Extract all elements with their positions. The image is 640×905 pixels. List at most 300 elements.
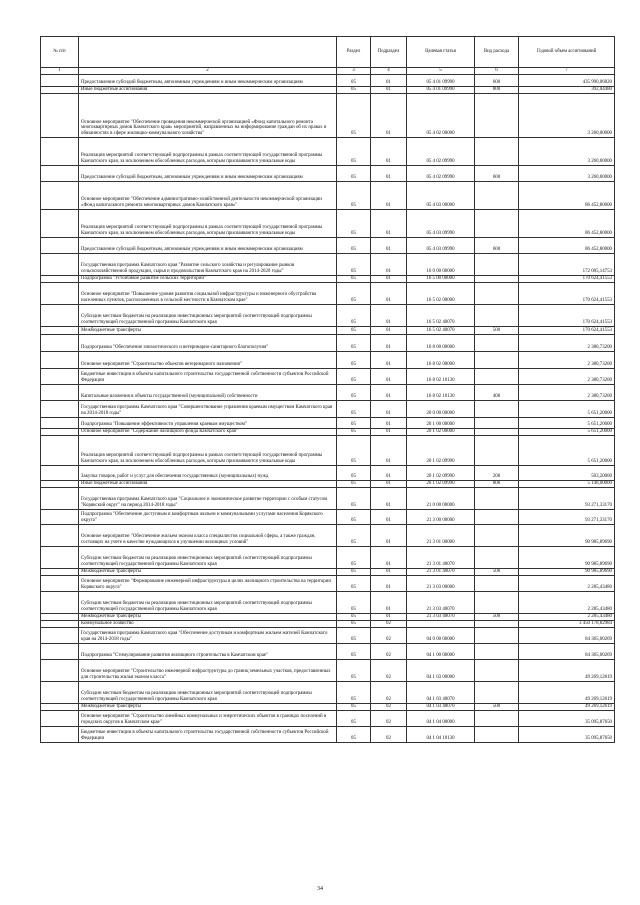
row-podrazdel-cell: 02 <box>371 704 407 711</box>
row-podrazdel-cell: 01 <box>371 75 407 87</box>
header-razdel: Раздел <box>337 37 371 68</box>
row-name-cell: Подпрограмма "Устойчивое развитие сельских территорий" <box>79 276 337 283</box>
row-tselevaya-cell: 05 4 02 09990 <box>407 138 475 166</box>
row-tselevaya-cell: 21 3 01 40070 <box>407 569 475 576</box>
row-tselevaya-cell: 21 0 00 00000 <box>407 488 475 510</box>
row-vid-cell <box>475 436 519 466</box>
table-row <box>41 210 615 238</box>
row-podrazdel-cell: 02 <box>371 621 407 628</box>
row-name-cell: Основное мероприятие "Строительство инженерной инфраструктуры до границ земельных участков, предоставленных для строительства жилья эконом класса" <box>79 660 337 682</box>
row-vid-cell <box>475 510 519 525</box>
row-tselevaya-cell: 04 1 03 00000 <box>407 660 475 682</box>
row-summa-cell: 86 452,80000 <box>519 182 615 210</box>
row-name-cell: Иные бюджетные ассигнования <box>79 481 337 488</box>
col-number: 2 <box>79 68 337 75</box>
row-name-cell: Подпрограмма "Стимулирование развития жилищного строительства в Камчатском крае" <box>79 644 337 660</box>
row-tselevaya-cell: 16 8 02 10130 <box>407 369 475 385</box>
row-summa-cell: 5 651,20000 <box>519 436 615 466</box>
row-podrazdel-cell: 01 <box>371 182 407 210</box>
row-name-cell: Основное мероприятие "Формирование инженерной инфраструктуры в целях жилищного строительства на территории Корякского округа" <box>79 576 337 592</box>
row-tselevaya-cell: 16 8 00 00000 <box>407 335 475 352</box>
row-tselevaya-cell: 16 8 02 10130 <box>407 385 475 401</box>
row-podrazdel-cell: 01 <box>371 488 407 510</box>
row-summa-cell: 2 380,73200 <box>519 369 615 385</box>
row-vid-cell: 500 <box>475 569 519 576</box>
row-razdel-cell: 05 <box>337 94 371 138</box>
row-num-cell <box>41 488 79 510</box>
table-row <box>41 87 615 94</box>
row-razdel-cell: 05 <box>337 352 371 369</box>
row-num-cell <box>41 614 79 621</box>
row-razdel-cell: 05 <box>337 682 371 704</box>
table-row <box>41 429 615 436</box>
row-tselevaya-cell: 20 1 00 00000 <box>407 418 475 429</box>
row-summa-cell: 2 380,73200 <box>519 335 615 352</box>
row-tselevaya-cell: 05 4 03 09990 <box>407 210 475 238</box>
row-tselevaya-cell: 16 5 02 40070 <box>407 305 475 327</box>
row-podrazdel-cell: 01 <box>371 547 407 569</box>
row-razdel-cell: 05 <box>337 327 371 335</box>
row-podrazdel-cell: 01 <box>371 466 407 481</box>
row-podrazdel-cell: 01 <box>371 166 407 182</box>
row-razdel-cell: 05 <box>337 254 371 276</box>
row-tselevaya-cell: 16 8 02 00000 <box>407 352 475 369</box>
row-razdel-cell: 05 <box>337 466 371 481</box>
row-tselevaya-cell: 20 1 02 09990 <box>407 436 475 466</box>
row-name-cell: Межбюджетные трансферты <box>79 569 337 576</box>
table-row <box>41 628 615 644</box>
row-tselevaya-cell: 21 3 03 40070 <box>407 592 475 614</box>
table-row <box>41 327 615 335</box>
budget-table <box>40 36 615 743</box>
row-name-cell: Основное мероприятие "Обеспечение проведения некоммерческой организацией «Фонд капитального ремонта многоквартирных домов Камчатского края» мероприятий, направленных на информирование граждан об их правах и обязанностях в сфере жилищно-коммунального хозяйства" <box>79 94 337 138</box>
row-summa-cell: 90 985,89690 <box>519 525 615 547</box>
row-name-cell: Основное мероприятие "Обеспечение жильем эконом класса специалистов социальной сферы, а также граждан, состоящих на учете в качестве нуждающихся в улучшении жилищных условий" <box>79 525 337 547</box>
row-podrazdel-cell: 01 <box>371 418 407 429</box>
table-row <box>41 592 615 614</box>
row-vid-cell: 500 <box>475 327 519 335</box>
row-num-cell <box>41 305 79 327</box>
row-vid-cell: 800 <box>475 481 519 488</box>
row-summa-cell: 2 380,73200 <box>519 385 615 401</box>
row-name-cell: Основное мероприятие "Строительство объектов ветеринарного назначения" <box>79 352 337 369</box>
row-name-cell: Подпрограмма "Повышение эффективности управления краевым имуществом" <box>79 418 337 429</box>
row-vid-cell <box>475 305 519 327</box>
row-summa-cell: 435 990,06820 <box>519 75 615 87</box>
row-vid-cell <box>475 576 519 592</box>
row-tselevaya-cell: 05 4 03 00000 <box>407 182 475 210</box>
table-row <box>41 254 615 276</box>
row-summa-cell: 503,20000 <box>519 466 615 481</box>
row-name-cell: Государственная программа Камчатского края "Социальное и экономическое развитие территории с особым статусом "Корякский округ" на период 2014-2018 годы" <box>79 488 337 510</box>
col-number: 1 <box>41 68 79 75</box>
row-summa-cell: 172 005,14753 <box>519 254 615 276</box>
row-num-cell <box>41 547 79 569</box>
row-name-cell: Предоставление субсидий бюджетным, автономным учреждениям и иным некоммерческим организациям <box>79 238 337 254</box>
row-podrazdel-cell: 01 <box>371 369 407 385</box>
table-header-row <box>41 37 615 68</box>
row-name-cell: Предоставление субсидий бюджетным, автономным учреждениям и иным некоммерческим организациям <box>79 75 337 87</box>
row-podrazdel-cell: 02 <box>371 711 407 727</box>
row-name-cell: Субсидии местным бюджетам на реализацию инвестиционных мероприятий соответствующей подпрограммы соответствующей государственной программы Камчатского края <box>79 547 337 569</box>
row-podrazdel-cell: 01 <box>371 481 407 488</box>
row-num-cell <box>41 525 79 547</box>
row-name-cell: Субсидии местным бюджетам на реализацию инвестиционных мероприятий соответствующей подпрограммы соответствующей государственной программы Камчатского края <box>79 305 337 327</box>
table-row <box>41 352 615 369</box>
row-razdel-cell: 05 <box>337 547 371 569</box>
row-num-cell <box>41 138 79 166</box>
row-summa-cell: 392,04480 <box>519 87 615 94</box>
row-tselevaya-cell: 04 1 04 10130 <box>407 727 475 743</box>
row-podrazdel-cell: 02 <box>371 727 407 743</box>
row-razdel-cell: 05 <box>337 569 371 576</box>
col-number: 7 <box>519 68 615 75</box>
row-razdel-cell: 05 <box>337 576 371 592</box>
row-podrazdel-cell: 01 <box>371 276 407 283</box>
table-row <box>41 238 615 254</box>
row-summa-cell: 3 450 178,82984 <box>519 621 615 628</box>
row-tselevaya-cell: 04 1 00 00000 <box>407 644 475 660</box>
row-tselevaya-cell: 05 4 02 09990 <box>407 166 475 182</box>
table-body <box>41 75 615 743</box>
table-row <box>41 436 615 466</box>
row-razdel-cell: 05 <box>337 704 371 711</box>
row-podrazdel-cell: 01 <box>371 210 407 238</box>
table-row <box>41 547 615 569</box>
row-podrazdel-cell: 01 <box>371 305 407 327</box>
row-summa-cell: 5 651,20000 <box>519 401 615 418</box>
row-podrazdel-cell: 01 <box>371 436 407 466</box>
row-num-cell <box>41 436 79 466</box>
row-name-cell: Реализация мероприятий соответствующей подпрограммы в рамках соответствующей государственной программы Камчатского края, за исключением обособленных расходов, которым присваиваются уникальные коды <box>79 138 337 166</box>
row-vid-cell <box>475 592 519 614</box>
row-summa-cell: 5 651,20000 <box>519 418 615 429</box>
row-num-cell <box>41 166 79 182</box>
row-vid-cell <box>475 210 519 238</box>
row-razdel-cell: 05 <box>337 727 371 743</box>
row-num-cell <box>41 238 79 254</box>
row-summa-cell: 3 260,00000 <box>519 166 615 182</box>
row-summa-cell: 170 624,41553 <box>519 327 615 335</box>
table-row <box>41 704 615 711</box>
col-number: 3 <box>337 68 371 75</box>
row-summa-cell: 90 985,89690 <box>519 547 615 569</box>
row-summa-cell: 93 271,33170 <box>519 488 615 510</box>
table-row <box>41 75 615 87</box>
row-podrazdel-cell: 01 <box>371 254 407 276</box>
row-summa-cell: 2 285,43480 <box>519 592 615 614</box>
row-name-cell: Иные бюджетные ассигнования <box>79 87 337 94</box>
row-vid-cell <box>475 352 519 369</box>
row-name-cell: Основное мероприятие "Содержание жилищного фонда Камчатского края" <box>79 429 337 436</box>
row-razdel-cell: 05 <box>337 87 371 94</box>
table-row <box>41 660 615 682</box>
header-num: № п/п <box>41 37 79 68</box>
row-tselevaya-cell <box>407 621 475 628</box>
row-podrazdel-cell: 01 <box>371 614 407 621</box>
row-podrazdel-cell: 01 <box>371 335 407 352</box>
row-vid-cell <box>475 628 519 644</box>
row-razdel-cell: 05 <box>337 628 371 644</box>
row-podrazdel-cell: 02 <box>371 682 407 704</box>
row-tselevaya-cell: 21 3 03 00000 <box>407 576 475 592</box>
row-name-cell: Основное мероприятие "Обеспечение административно-хозяйственной деятельности некоммерческой организации «Фонд капитального ремонта многоквартирных домов Камчатского края»" <box>79 182 337 210</box>
row-razdel-cell: 05 <box>337 166 371 182</box>
table-row <box>41 488 615 510</box>
col-number: 6 <box>475 68 519 75</box>
table-row <box>41 182 615 210</box>
row-vid-cell <box>475 283 519 305</box>
row-name-cell: Бюджетные инвестиции в объекты капитального строительства государственной собственности субъектов Российской Федерации <box>79 369 337 385</box>
row-razdel-cell: 05 <box>337 238 371 254</box>
row-razdel-cell: 05 <box>337 525 371 547</box>
header-podrazdel: Подраздел <box>371 37 407 68</box>
row-razdel-cell: 05 <box>337 644 371 660</box>
table-row <box>41 682 615 704</box>
row-num-cell <box>41 628 79 644</box>
row-num-cell <box>41 369 79 385</box>
row-name-cell: Субсидии местным бюджетам на реализацию инвестиционных мероприятий соответствующей подпрограммы соответствующей государственной программы Камчатского края <box>79 682 337 704</box>
row-num-cell <box>41 592 79 614</box>
table-row <box>41 138 615 166</box>
row-podrazdel-cell: 01 <box>371 569 407 576</box>
row-tselevaya-cell: 04 0 00 00000 <box>407 628 475 644</box>
row-num-cell <box>41 682 79 704</box>
row-name-cell: Межбюджетные трансферты <box>79 704 337 711</box>
row-summa-cell: 35 095,87650 <box>519 711 615 727</box>
row-vid-cell <box>475 182 519 210</box>
row-summa-cell: 90 985,89690 <box>519 569 615 576</box>
row-tselevaya-cell: 04 1 03 40070 <box>407 682 475 704</box>
row-num-cell <box>41 182 79 210</box>
row-podrazdel-cell: 01 <box>371 327 407 335</box>
row-vid-cell <box>475 401 519 418</box>
row-name-cell: Коммунальное хозяйство <box>79 621 337 628</box>
row-razdel-cell: 05 <box>337 276 371 283</box>
row-num-cell <box>41 87 79 94</box>
row-num-cell <box>41 711 79 727</box>
row-summa-cell: 49 269,12619 <box>519 660 615 682</box>
table-row <box>41 576 615 592</box>
row-tselevaya-cell: 05 4 02 00000 <box>407 94 475 138</box>
header-tselevaya-statya: Целевая статья <box>407 37 475 68</box>
row-summa-cell: 5 651,20000 <box>519 429 615 436</box>
table-row <box>41 94 615 138</box>
row-name-cell: Основное мероприятие "Строительство линейных коммунальных и энергетических объектов в границах поселений и городских округов в Камчатском крае" <box>79 711 337 727</box>
row-vid-cell: 600 <box>475 238 519 254</box>
row-num-cell <box>41 418 79 429</box>
row-num-cell <box>41 210 79 238</box>
row-podrazdel-cell: 01 <box>371 238 407 254</box>
row-vid-cell <box>475 644 519 660</box>
row-podrazdel-cell: 01 <box>371 87 407 94</box>
row-tselevaya-cell: 16 0 00 00000 <box>407 254 475 276</box>
row-num-cell <box>41 481 79 488</box>
row-summa-cell: 2 285,43480 <box>519 614 615 621</box>
row-num-cell <box>41 576 79 592</box>
row-tselevaya-cell: 05 4 01 09990 <box>407 87 475 94</box>
row-vid-cell <box>475 138 519 166</box>
row-tselevaya-cell: 05 4 03 09990 <box>407 238 475 254</box>
row-vid-cell <box>475 682 519 704</box>
row-tselevaya-cell: 20 1 02 00000 <box>407 429 475 436</box>
row-tselevaya-cell: 16 5 00 00000 <box>407 276 475 283</box>
page-number: 34 <box>317 886 323 892</box>
row-summa-cell: 3 260,00000 <box>519 138 615 166</box>
row-vid-cell <box>475 276 519 283</box>
row-vid-cell <box>475 335 519 352</box>
column-number-row <box>41 68 615 75</box>
row-name-cell: Бюджетные инвестиции в объекты капитального строительства государственной собственности субъектов Российской Федерации <box>79 727 337 743</box>
row-summa-cell: 84 365,00269 <box>519 644 615 660</box>
row-vid-cell <box>475 94 519 138</box>
row-tselevaya-cell: 20 1 02 09990 <box>407 481 475 488</box>
row-razdel-cell: 05 <box>337 436 371 466</box>
row-num-cell <box>41 385 79 401</box>
budget-table-sheet <box>40 36 614 743</box>
row-summa-cell: 49 269,12619 <box>519 682 615 704</box>
row-razdel-cell: 05 <box>337 283 371 305</box>
row-summa-cell: 86 452,80000 <box>519 210 615 238</box>
row-podrazdel-cell: 01 <box>371 385 407 401</box>
row-vid-cell <box>475 727 519 743</box>
row-num-cell <box>41 510 79 525</box>
row-summa-cell: 170 624,41553 <box>519 276 615 283</box>
table-row <box>41 569 615 576</box>
row-razdel-cell: 05 <box>337 488 371 510</box>
row-vid-cell: 400 <box>475 385 519 401</box>
row-num-cell <box>41 283 79 305</box>
row-num-cell <box>41 254 79 276</box>
row-vid-cell: 500 <box>475 614 519 621</box>
row-num-cell <box>41 75 79 87</box>
row-summa-cell: 35 095,87650 <box>519 727 615 743</box>
row-razdel-cell: 05 <box>337 429 371 436</box>
row-summa-cell: 3 260,00000 <box>519 94 615 138</box>
table-row <box>41 510 615 525</box>
row-name-cell: Основное мероприятие "Повышение уровня развития социальной инфраструктуры и инженерного обустройства населенных пунктов, расположенных в сельской местности в Камчатском крае" <box>79 283 337 305</box>
row-name-cell: Государственная программа Камчатского края "Обеспечение доступным и комфортным жильем жителей Камчатского края на 2014-2018 годы" <box>79 628 337 644</box>
row-name-cell: Государственная программа Камчатского края "Развитие сельского хозяйства и регулирование рынков сельскохозяйственной продукции, сырья и продовольствия Камчатского края на 2014-2020 годы" <box>79 254 337 276</box>
row-name-cell: Подпрограмма "Обеспечение доступным и комфортным жильем и коммунальными услугами населения Корякского округа" <box>79 510 337 525</box>
row-summa-cell: 49 269,12619 <box>519 704 615 711</box>
row-num-cell <box>41 466 79 481</box>
row-razdel-cell: 05 <box>337 305 371 327</box>
row-name-cell: Межбюджетные трансферты <box>79 327 337 335</box>
row-podrazdel-cell: 01 <box>371 576 407 592</box>
row-num-cell <box>41 327 79 335</box>
table-row <box>41 385 615 401</box>
row-razdel-cell: 05 <box>337 711 371 727</box>
row-name-cell: Субсидии местным бюджетам на реализацию инвестиционных мероприятий соответствующей подпрограммы соответствующей государственной программы Камчатского края <box>79 592 337 614</box>
row-tselevaya-cell: 21 3 01 00000 <box>407 525 475 547</box>
table-row <box>41 525 615 547</box>
table-row <box>41 644 615 660</box>
row-summa-cell: 2 380,73200 <box>519 352 615 369</box>
table-row <box>41 335 615 352</box>
row-summa-cell: 93 271,33170 <box>519 510 615 525</box>
row-podrazdel-cell: 01 <box>371 138 407 166</box>
row-razdel-cell: 05 <box>337 75 371 87</box>
row-podrazdel-cell: 01 <box>371 283 407 305</box>
row-num-cell <box>41 644 79 660</box>
row-vid-cell <box>475 488 519 510</box>
row-razdel-cell: 05 <box>337 481 371 488</box>
row-podrazdel-cell: 01 <box>371 510 407 525</box>
row-vid-cell <box>475 621 519 628</box>
row-podrazdel-cell: 02 <box>371 644 407 660</box>
table-row <box>41 401 615 418</box>
row-vid-cell: 600 <box>475 75 519 87</box>
row-tselevaya-cell: 21 3 00 00000 <box>407 510 475 525</box>
row-name-cell: Предоставление субсидий бюджетным, автономным учреждениям и иным некоммерческим организациям <box>79 166 337 182</box>
row-name-cell: Межбюджетные трансферты <box>79 614 337 621</box>
row-razdel-cell: 05 <box>337 182 371 210</box>
row-podrazdel-cell: 01 <box>371 592 407 614</box>
row-vid-cell <box>475 254 519 276</box>
col-number: 5 <box>407 68 475 75</box>
row-num-cell <box>41 94 79 138</box>
table-row <box>41 305 615 327</box>
row-tselevaya-cell: 05 4 01 09990 <box>407 75 475 87</box>
row-podrazdel-cell: 01 <box>371 352 407 369</box>
row-razdel-cell: 05 <box>337 335 371 352</box>
row-num-cell <box>41 621 79 628</box>
row-tselevaya-cell: 04 1 04 00000 <box>407 711 475 727</box>
row-razdel-cell: 05 <box>337 210 371 238</box>
header-vid-raskhoda: Вид расхода <box>475 37 519 68</box>
row-vid-cell: 800 <box>475 87 519 94</box>
row-podrazdel-cell: 02 <box>371 628 407 644</box>
table-row <box>41 621 615 628</box>
row-summa-cell: 5 148,00000 <box>519 481 615 488</box>
row-name-cell: Реализация мероприятий соответствующей подпрограммы в рамках соответствующей государственной программы Камчатского края, за исключением обособленных расходов, которым присваиваются уникальные коды <box>79 210 337 238</box>
row-name-cell: Государственная программа Камчатского края "Совершенствование управления краевым имуществом Камчатского края на 2014-2018 годы" <box>79 401 337 418</box>
row-num-cell <box>41 276 79 283</box>
row-vid-cell <box>475 660 519 682</box>
row-razdel-cell: 05 <box>337 592 371 614</box>
row-name-cell: Реализация мероприятий соответствующей подпрограммы в рамках соответствующей государственной программы Камчатского края, за исключением обособленных расходов, которым присваиваются уникальные коды <box>79 436 337 466</box>
row-summa-cell: 86 452,80000 <box>519 238 615 254</box>
row-razdel-cell: 05 <box>337 614 371 621</box>
row-num-cell <box>41 335 79 352</box>
row-tselevaya-cell: 21 3 01 40070 <box>407 547 475 569</box>
row-razdel-cell: 05 <box>337 401 371 418</box>
table-row <box>41 283 615 305</box>
row-tselevaya-cell: 16 5 02 40070 <box>407 327 475 335</box>
table-row <box>41 481 615 488</box>
table-row <box>41 369 615 385</box>
row-name-cell: Закупка товаров, работ и услуг для обеспечения государственных (муниципальных) нужд <box>79 466 337 481</box>
row-razdel-cell: 05 <box>337 660 371 682</box>
row-podrazdel-cell: 01 <box>371 429 407 436</box>
row-name-cell: Подпрограмма "Обеспечение эпизоотического и ветеринарно-санитарного благополучия" <box>79 335 337 352</box>
row-num-cell <box>41 704 79 711</box>
row-tselevaya-cell: 20 0 00 00000 <box>407 401 475 418</box>
row-summa-cell: 170 624,41553 <box>519 305 615 327</box>
row-vid-cell <box>475 525 519 547</box>
row-razdel-cell: 05 <box>337 621 371 628</box>
row-num-cell <box>41 352 79 369</box>
row-tselevaya-cell: 21 3 03 40070 <box>407 614 475 621</box>
row-podrazdel-cell: 01 <box>371 401 407 418</box>
table-row <box>41 711 615 727</box>
col-number: 4 <box>371 68 407 75</box>
row-name-cell: Капитальные вложения в объекты государственной (муниципальной) собственности <box>79 385 337 401</box>
table-row <box>41 276 615 283</box>
row-razdel-cell: 05 <box>337 510 371 525</box>
header-obyem: Годовой объем ассигнований <box>519 37 615 68</box>
